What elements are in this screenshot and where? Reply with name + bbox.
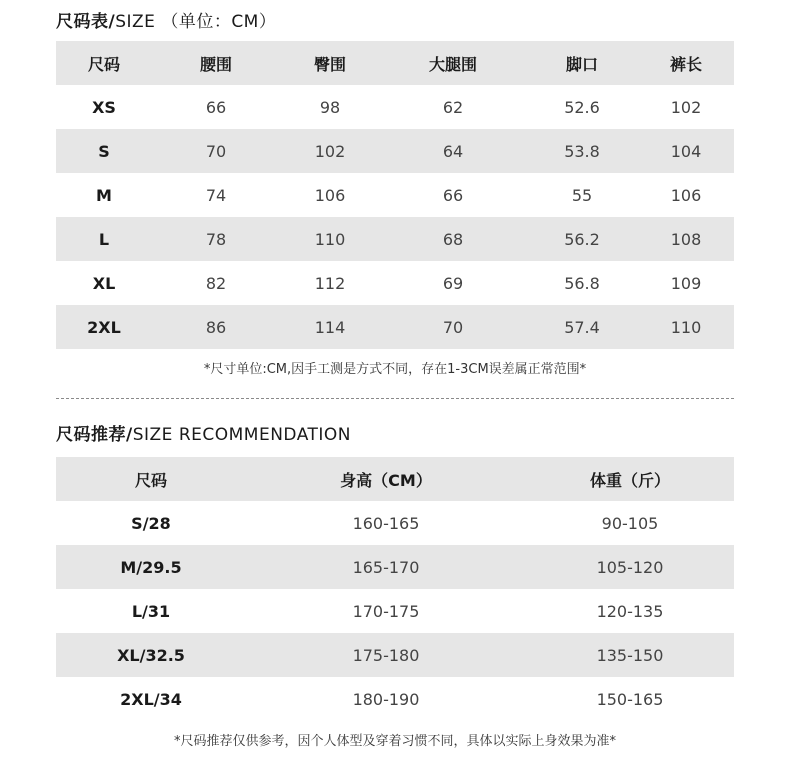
size-chart-title bbox=[56, 7, 276, 32]
table-cell: 114 bbox=[314, 317, 346, 337]
size-cell: XL/32.5 bbox=[117, 645, 185, 665]
table-cell: 68 bbox=[442, 229, 464, 249]
size-chart-table bbox=[56, 41, 734, 349]
table-row bbox=[56, 261, 734, 305]
table-row bbox=[56, 545, 734, 589]
table-cell: 56.8 bbox=[564, 273, 600, 293]
header-cell: 身高（CM） bbox=[340, 470, 432, 490]
table-cell: 56.2 bbox=[564, 229, 600, 249]
header-cell: 尺码 bbox=[134, 470, 167, 490]
size-cell: L/31 bbox=[131, 601, 171, 621]
table-cell: 64 bbox=[442, 141, 464, 161]
table-row bbox=[56, 305, 734, 349]
recommendation-header-row bbox=[56, 457, 734, 501]
size-cell: L bbox=[98, 229, 110, 249]
recommendation-title-bold: 尺码推荐/ bbox=[56, 425, 133, 445]
header-cell: 腰围 bbox=[199, 54, 232, 74]
table-cell: 106 bbox=[670, 185, 702, 205]
table-cell: 110 bbox=[670, 317, 702, 337]
table-cell: 105-120 bbox=[596, 557, 664, 577]
table-cell: 106 bbox=[314, 185, 346, 205]
table-cell: 165-170 bbox=[352, 557, 420, 577]
size-cell: S/28 bbox=[131, 513, 171, 533]
table-row bbox=[56, 677, 734, 721]
table-cell: 175-180 bbox=[352, 645, 420, 665]
table-row bbox=[56, 129, 734, 173]
header-cell: 体重（斤） bbox=[589, 470, 670, 490]
size-chart-title-thin: SIZE （单位：CM） bbox=[115, 12, 277, 32]
size-cell: 2XL/34 bbox=[120, 689, 182, 709]
header-cell: 大腿围 bbox=[428, 54, 477, 74]
table-cell: 104 bbox=[670, 141, 702, 161]
table-cell: 55 bbox=[571, 185, 593, 205]
table-cell: 53.8 bbox=[564, 141, 600, 161]
size-cell: M bbox=[96, 185, 112, 205]
table-row bbox=[56, 173, 734, 217]
table-row bbox=[56, 501, 734, 545]
table-cell: 62 bbox=[442, 97, 464, 117]
size-chart-title-bold: 尺码表/ bbox=[56, 12, 116, 32]
table-cell: 69 bbox=[442, 273, 464, 293]
table-cell: 110 bbox=[314, 229, 346, 249]
table-cell: 180-190 bbox=[352, 689, 420, 709]
size-cell: XL bbox=[92, 273, 116, 293]
header-cell: 裤长 bbox=[669, 54, 702, 74]
table-cell: 66 bbox=[205, 97, 227, 117]
table-cell: 82 bbox=[205, 273, 227, 293]
recommendation-note: *尺码推荐仅供参考，因个人体型及穿着习惯不同，具体以实际上身效果为准* bbox=[173, 734, 616, 749]
table-cell: 150-165 bbox=[596, 689, 664, 709]
table-cell: 57.4 bbox=[564, 317, 600, 337]
size-cell: 2XL bbox=[87, 317, 121, 337]
table-cell: 78 bbox=[205, 229, 227, 249]
table-cell: 52.6 bbox=[564, 97, 600, 117]
table-row bbox=[56, 85, 734, 129]
table-cell: 170-175 bbox=[352, 601, 420, 621]
size-cell: S bbox=[98, 141, 110, 161]
table-cell: 102 bbox=[314, 141, 346, 161]
size-chart-note: *尺寸单位:CM,因手工测是方式不同，存在1-3CM误差属正常范围* bbox=[203, 362, 587, 377]
size-cell: M/29.5 bbox=[120, 557, 182, 577]
header-cell: 臀围 bbox=[313, 54, 346, 74]
table-cell: 120-135 bbox=[596, 601, 664, 621]
table-cell: 90-105 bbox=[601, 513, 659, 533]
header-cell: 尺码 bbox=[87, 54, 120, 74]
table-row bbox=[56, 589, 734, 633]
table-cell: 70 bbox=[205, 141, 227, 161]
table-cell: 135-150 bbox=[596, 645, 664, 665]
recommendation-table bbox=[56, 457, 734, 721]
table-cell: 112 bbox=[314, 273, 346, 293]
table-cell: 160-165 bbox=[352, 513, 420, 533]
recommendation-title-thin: SIZE RECOMMENDATION bbox=[132, 425, 352, 445]
table-row bbox=[56, 633, 734, 677]
table-cell: 86 bbox=[205, 317, 227, 337]
size-chart-header-row bbox=[56, 41, 734, 85]
table-cell: 109 bbox=[670, 273, 702, 293]
header-cell: 脚口 bbox=[565, 54, 598, 74]
table-cell: 98 bbox=[319, 97, 341, 117]
table-cell: 66 bbox=[442, 185, 464, 205]
table-cell: 108 bbox=[670, 229, 702, 249]
table-cell: 74 bbox=[205, 185, 227, 205]
table-cell: 102 bbox=[670, 97, 702, 117]
table-cell: 70 bbox=[442, 317, 464, 337]
recommendation-title bbox=[56, 420, 351, 445]
section-divider bbox=[56, 398, 734, 399]
table-row bbox=[56, 217, 734, 261]
size-cell: XS bbox=[92, 97, 116, 117]
